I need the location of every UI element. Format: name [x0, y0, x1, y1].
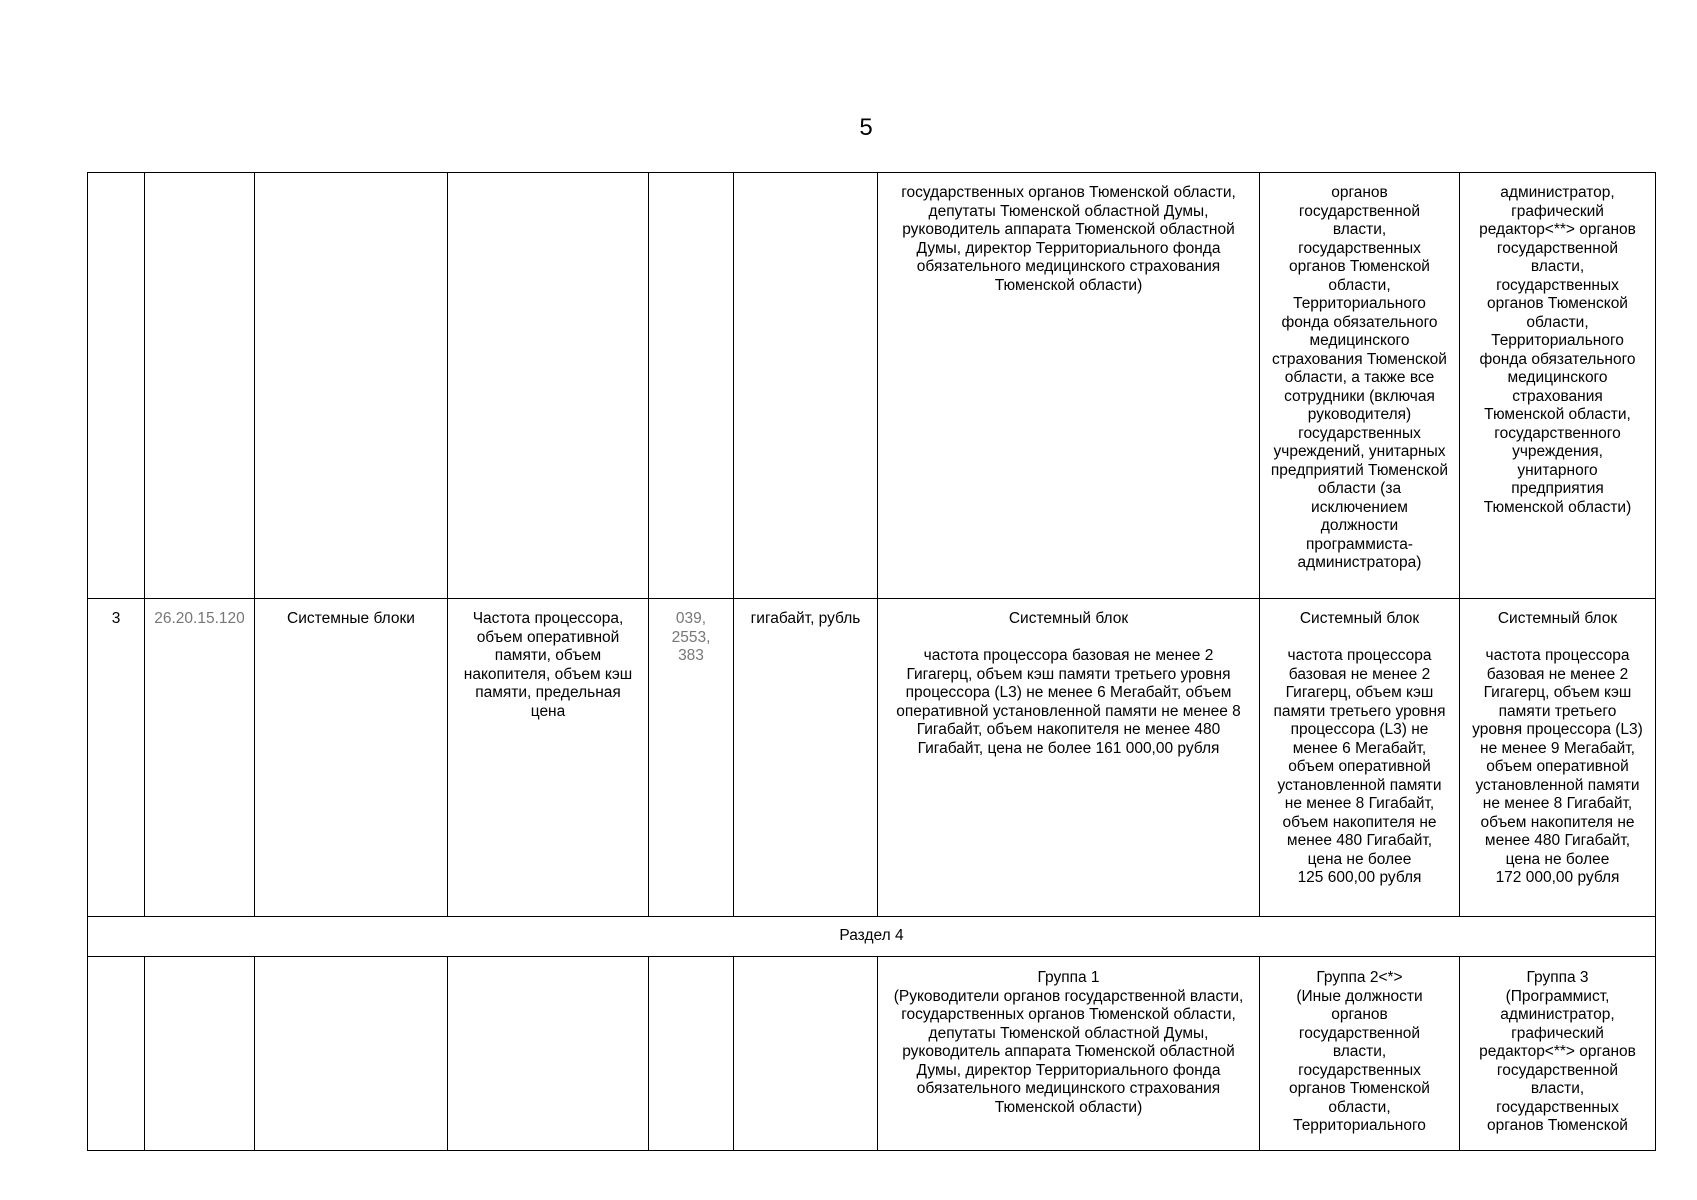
cell-group2: органов государственной власти, государственных органов Тюменской области, Территориального фонда обязательного медицинского страхования Тюменской области, а также все сотрудники (включая руководителя) государственных учреждений, унитарных предприятий Тюменской области (за исключением должности программиста- администратора): [1260, 173, 1460, 599]
cell-number: [88, 957, 145, 1151]
cell-okpd-code: [145, 173, 255, 599]
cell-group1: Группа 1 (Руководители органов государственной власти, государственных органов Тюменской области, депутаты Тюменской областной Думы, руководитель аппарата Тюменской областной Думы, директор Территориального фонда обязательного медицинского страхования Тюменской области): [878, 957, 1260, 1151]
cell-characteristics: [448, 173, 649, 599]
cell-group2: Системный блок частота процессора базовая не менее 2 Гигагерц, объем кэш памяти третьего уровня процессора (L3) не менее 6 Мегабайт, объем оперативной установленной памяти не менее 8 Гигабайт, объем накопителя не менее 480 Гигабайт, цена не более 125 600,00 рубля: [1260, 599, 1460, 917]
cell-group2: Группа 2<*> (Иные должности органов государственной власти, государственных органов Тюменской области, Территориального: [1260, 957, 1460, 1151]
cell-group1: государственных органов Тюменской области, депутаты Тюменской областной Думы, руководитель аппарата Тюменской областной Думы, директор Территориального фонда обязательного медицинского страхования Тюменской области): [878, 173, 1260, 599]
cell-characteristics: Частота процессора, объем оперативной памяти, объем накопителя, объем кэш памяти, предельная цена: [448, 599, 649, 917]
table-row: [88, 173, 1656, 599]
normatives-table: [87, 172, 1656, 1151]
cell-units: гигабайт, рубль: [734, 599, 878, 917]
cell-group3: администратор, графический редактор<**> органов государственной власти, государственных органов Тюменской области, Территориального фонда обязательного медицинского страхования Тюменской области, государственного учреждения, унитарного предприятия Тюменской области): [1460, 173, 1656, 599]
cell-name: [255, 957, 448, 1151]
cell-okei-codes: [649, 173, 734, 599]
cell-group1: Системный блок частота процессора базовая не менее 2 Гигагерц, объем кэш памяти третьего уровня процессора (L3) не менее 6 Мегабайт, объем оперативной установленной памяти не менее 8 Гигабайт, объем накопителя не менее 480 Гигабайт, цена не более 161 000,00 рубля: [878, 599, 1260, 917]
table-row: [88, 599, 1656, 917]
cell-units: [734, 173, 878, 599]
cell-okpd-code: 26.20.15.120: [145, 599, 255, 917]
section-row: [88, 917, 1656, 957]
cell-name: Системные блоки: [255, 599, 448, 917]
page-number: 5: [859, 114, 873, 141]
cell-okei-codes: 039, 2553, 383: [649, 599, 734, 917]
cell-characteristics: [448, 957, 649, 1151]
cell-group3: Группа 3 (Программист, администратор, графический редактор<**> органов государственной власти, государственных органов Тюменской: [1460, 957, 1656, 1151]
cell-okei-codes: [649, 957, 734, 1151]
section-title: Раздел 4: [88, 917, 1656, 957]
cell-group3: Системный блок частота процессора базовая не менее 2 Гигагерц, объем кэш памяти третьего уровня процессора (L3) не менее 9 Мегабайт, объем оперативной установленной памяти не менее 8 Гигабайт, объем накопителя не менее 480 Гигабайт, цена не более 172 000,00 рубля: [1460, 599, 1656, 917]
table-row: [88, 957, 1656, 1151]
cell-number: [88, 173, 145, 599]
cell-okpd-code: [145, 957, 255, 1151]
cell-units: [734, 957, 878, 1151]
cell-number: 3: [88, 599, 145, 917]
cell-name: [255, 173, 448, 599]
